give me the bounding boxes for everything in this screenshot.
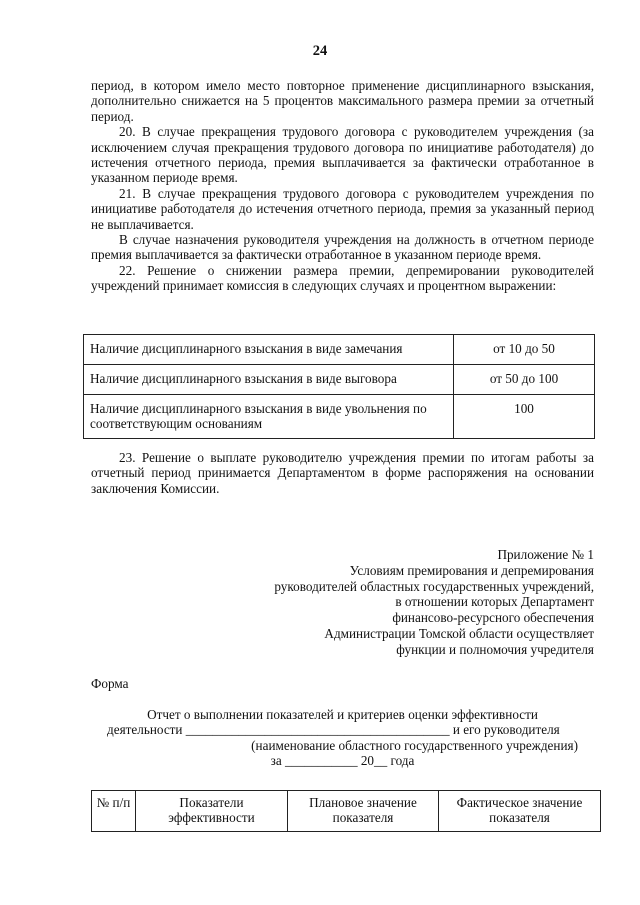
column-header-indicators: Показатели эффективности — [136, 791, 288, 832]
report-title-line: Отчет о выполнении показателей и критериев оценки эффективности — [147, 707, 538, 722]
column-header-number: № п/п — [92, 791, 136, 832]
table-row — [84, 335, 595, 365]
paragraph-23: 23. Решение о выплате руководителю учреждения премии по итогам работы за отчетный период принимается Департаментом в форме распоряжения на основании заключения Комиссии. — [91, 450, 594, 496]
form-label: Форма — [91, 676, 129, 691]
appendix-header — [274, 547, 594, 658]
report-title-caption: (наименование областного государственного учреждения) — [251, 737, 578, 753]
penalty-case: Наличие дисциплинарного взыскания в виде выговора — [84, 365, 454, 395]
penalty-case: Наличие дисциплинарного взыскания в виде увольнения по соответствующим основаниям — [84, 395, 454, 439]
paragraph-21-appointment: В случае назначения руководителя учреждения на должность в отчетном периоде премия выплачивается за фактически отработанное в указанном периоде время. — [91, 232, 594, 263]
paragraph-22: 22. Решение о снижении размера премии, депремировании руководителей учреждений принимает комиссия в следующих случаях и процентном выражении: — [91, 262, 594, 294]
paragraph-21: 21. В случае прекращения трудового договора с руководителем учреждения по инициативе работодателя до истечения отчетного периода, премия за указанный период не выплачивается. — [91, 185, 594, 232]
appendix-title: Приложение № 1 — [497, 547, 594, 562]
penalty-case: Наличие дисциплинарного взыскания в виде замечания — [84, 335, 454, 365]
paragraph-20: 20. В случае прекращения трудового договора с руководителем учреждения (за исключением случая прекращения трудового договора по инициативе работодателя) до истечения отчетного периода, премия выплачивается за фактически отработанное в указанном периоде время. — [91, 124, 594, 186]
table-header-row — [92, 791, 601, 832]
appendix-line: Администрации Томской области осуществляет — [324, 625, 594, 641]
indicator-table — [91, 790, 601, 832]
appendix-line: Условиям премирования и депремирования — [349, 562, 594, 578]
table-row — [84, 365, 595, 395]
penalty-value: от 50 до 100 — [454, 365, 595, 395]
body-text — [91, 78, 594, 294]
appendix-line: в отношении которых Департамент — [395, 594, 594, 610]
appendix-line: финансово-ресурсного обеспечения — [392, 610, 594, 626]
appendix-line: функции и полномочия учредителя — [396, 641, 594, 657]
report-title-line: деятельности ________________________________________ и его руководителя — [107, 722, 560, 738]
report-period-line: за ___________ 20__ года — [270, 753, 415, 769]
column-header-actual: Фактическое значение показателя — [439, 791, 601, 832]
paragraph-19-continuation: период, в котором имело место повторное применение дисциплинарного взыскания, дополнительно снижается на 5 процентов максимального размера премии за отчетный период. — [91, 78, 594, 124]
table-row — [84, 395, 595, 439]
column-header-planned: Плановое значение показателя — [288, 791, 439, 832]
appendix-line: руководителей областных государственных учреждений, — [274, 578, 594, 594]
penalty-value: от 10 до 50 — [454, 335, 595, 365]
page-number: 24 — [312, 43, 328, 59]
penalty-table — [83, 334, 595, 439]
penalty-value: 100 — [454, 395, 595, 439]
report-title — [91, 707, 594, 769]
